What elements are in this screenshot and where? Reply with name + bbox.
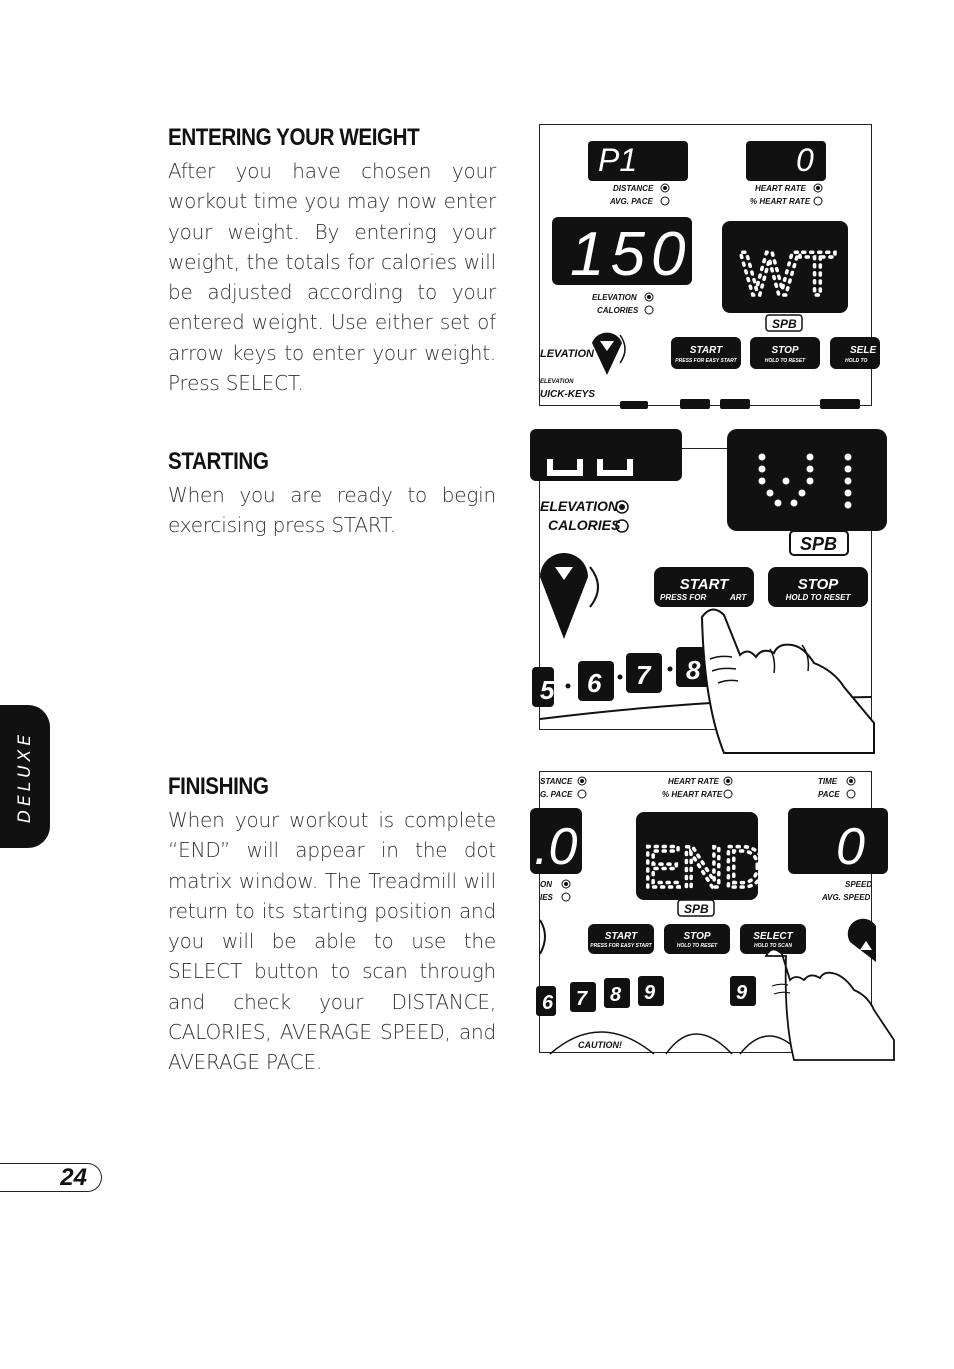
keypad-edge (820, 399, 860, 409)
start-button-label: START (679, 576, 729, 593)
distance-led-dot (663, 186, 667, 190)
stop-button-sub: HOLD TO RESET (785, 593, 851, 602)
keypad-edge (720, 399, 750, 409)
key-6-label: 6 (587, 668, 602, 698)
avg-pace-label: AVG. PACE (610, 197, 653, 206)
section-starting (168, 448, 496, 541)
side-tab (0, 705, 50, 848)
elevation-led-dot (564, 882, 568, 886)
pct-heart-rate-label: % HEART RATE (662, 790, 723, 799)
time-led-dot (849, 779, 853, 783)
calories-label: CALORIES (548, 517, 621, 533)
arrow-bracket (540, 920, 545, 954)
caution-label: CAUTION! (578, 1040, 622, 1050)
select-button-sub: HOLD TO SCAN (754, 943, 792, 949)
heart-display (746, 141, 826, 181)
console-illustration-start (539, 448, 872, 730)
page-number: 24 (60, 1164, 87, 1191)
console-edge (666, 1034, 790, 1054)
elevation-label: ELEVATION (540, 498, 619, 514)
start-button-sub-end: ART (730, 593, 747, 602)
section-finishing (168, 773, 496, 1078)
pace-label: PACE (818, 790, 840, 799)
console-illustration-end (534, 771, 873, 1053)
start-button-sub: PRESS FOR EASY START (590, 943, 652, 949)
select-button-label: SELE (850, 345, 877, 356)
distance-label: STANCE (540, 777, 573, 786)
elevation-led-dot (647, 295, 651, 299)
heart-rate-label: HEART RATE (755, 184, 806, 193)
up-arrow-key-icon[interactable] (848, 919, 876, 962)
spb-label: SPB (772, 317, 797, 331)
time-label: TIME (818, 777, 838, 786)
console-drawing (540, 449, 871, 729)
stop-button-label: STOP (797, 576, 839, 593)
key-8-label: 8 (610, 984, 622, 1006)
side-tab-label: DELUXE (15, 730, 35, 824)
heart-rate-led-dot (816, 186, 820, 190)
avg-speed-label: AVG. SPEED (822, 893, 871, 902)
key-7-label: 7 (636, 660, 651, 690)
section-body: When your workout is complete “END” will appear in the dot matrix window. The Treadmill will return to its starting position and you will be able to use the SELECT button to scan through and check your DISTANCE, CALORIES, AVERAGE SPEED, and AVERAGE PACE. (168, 808, 496, 1075)
speed-label: SPEED (845, 880, 873, 889)
key-9-right-label: 9 (736, 982, 748, 1004)
console-illustration-weight (539, 124, 877, 406)
key-9-label: 9 (644, 982, 656, 1004)
key-dot (566, 684, 571, 689)
elevation-down-arrow-icon[interactable] (592, 333, 622, 375)
key-dot (668, 667, 673, 672)
left-display-text: .0 (534, 818, 578, 876)
pct-heart-rate-label: % HEART RATE (750, 197, 811, 206)
avg-pace-led (661, 197, 669, 205)
section-body: When you are ready to begin exercising press START. (168, 483, 496, 538)
arrow-bracket (620, 335, 625, 363)
arrow-bracket (590, 567, 598, 607)
section-title: STARTING (168, 448, 269, 475)
quick-keys-label: UICK-KEYS (540, 389, 596, 400)
stop-button-label: STOP (771, 345, 799, 356)
distance-led-dot (580, 779, 584, 783)
elevation-down-arrow-icon[interactable] (540, 553, 588, 639)
key-7-label: 7 (576, 988, 588, 1010)
key-dot (618, 675, 623, 680)
key-8-label: 8 (686, 655, 701, 685)
distance-label: DISTANCE (613, 184, 654, 193)
pct-heart-rate-led (724, 790, 732, 798)
keypad-edge (620, 401, 648, 409)
elevation-key-label: LEVATION (540, 348, 594, 360)
stop-button-label: STOP (683, 931, 711, 942)
calories-led (562, 893, 570, 901)
dot-matrix-text: END (643, 835, 766, 900)
spb-label: SPB (684, 902, 709, 916)
key-6-label: 6 (542, 992, 554, 1014)
section-entering-weight (168, 124, 496, 398)
start-button-label: START (689, 345, 723, 356)
pace-led (847, 790, 855, 798)
avg-pace-led (578, 790, 586, 798)
select-button-sub: HOLD TO (845, 358, 868, 364)
calories-led (645, 306, 653, 314)
start-button-sub: PRESS FOR EASY START (675, 358, 737, 364)
dot-matrix-text: WT (740, 240, 837, 309)
page-number-badge (0, 1163, 102, 1192)
program-display-text: P1 (598, 142, 638, 178)
keypad-edge (680, 399, 710, 409)
select-button-label: SELECT (753, 931, 793, 942)
calories-label: IES (540, 893, 553, 902)
stop-button-sub: HOLD TO RESET (764, 358, 806, 364)
right-display-text: 0 (836, 818, 865, 876)
console-drawing (540, 125, 877, 405)
section-body: After you have chosen your workout time you may now enter your weight. By entering your weight, the totals for calories will be adjusted according to your entered weight. Use either set of arrow keys to enter your weight. Press SELECT. (168, 159, 496, 396)
pct-heart-rate-led (814, 197, 822, 205)
start-button-sub: PRESS FOR (660, 593, 707, 602)
heart-display-text: 0 (796, 142, 814, 178)
start-button-label: START (604, 931, 638, 942)
key-5-label: 5 (540, 675, 555, 705)
elevation-label: ON (540, 880, 552, 889)
stop-button-sub: HOLD TO RESET (676, 943, 718, 949)
section-title: FINISHING (168, 773, 269, 800)
heart-rate-label: HEART RATE (668, 777, 719, 786)
pointing-hand-icon (766, 949, 894, 1060)
weight-display-text: 150 (570, 220, 692, 289)
spb-label: SPB (800, 534, 838, 554)
heart-rate-led-dot (726, 779, 730, 783)
elevation-led-dot (619, 504, 625, 510)
console-drawing (534, 772, 873, 1052)
section-title: ENTERING YOUR WEIGHT (168, 124, 420, 151)
elevation-small-label: ELEVATION (540, 379, 574, 385)
calories-label: CALORIES (597, 306, 639, 315)
avg-pace-label: G. PACE (540, 790, 573, 799)
elevation-label: ELEVATION (592, 293, 637, 302)
